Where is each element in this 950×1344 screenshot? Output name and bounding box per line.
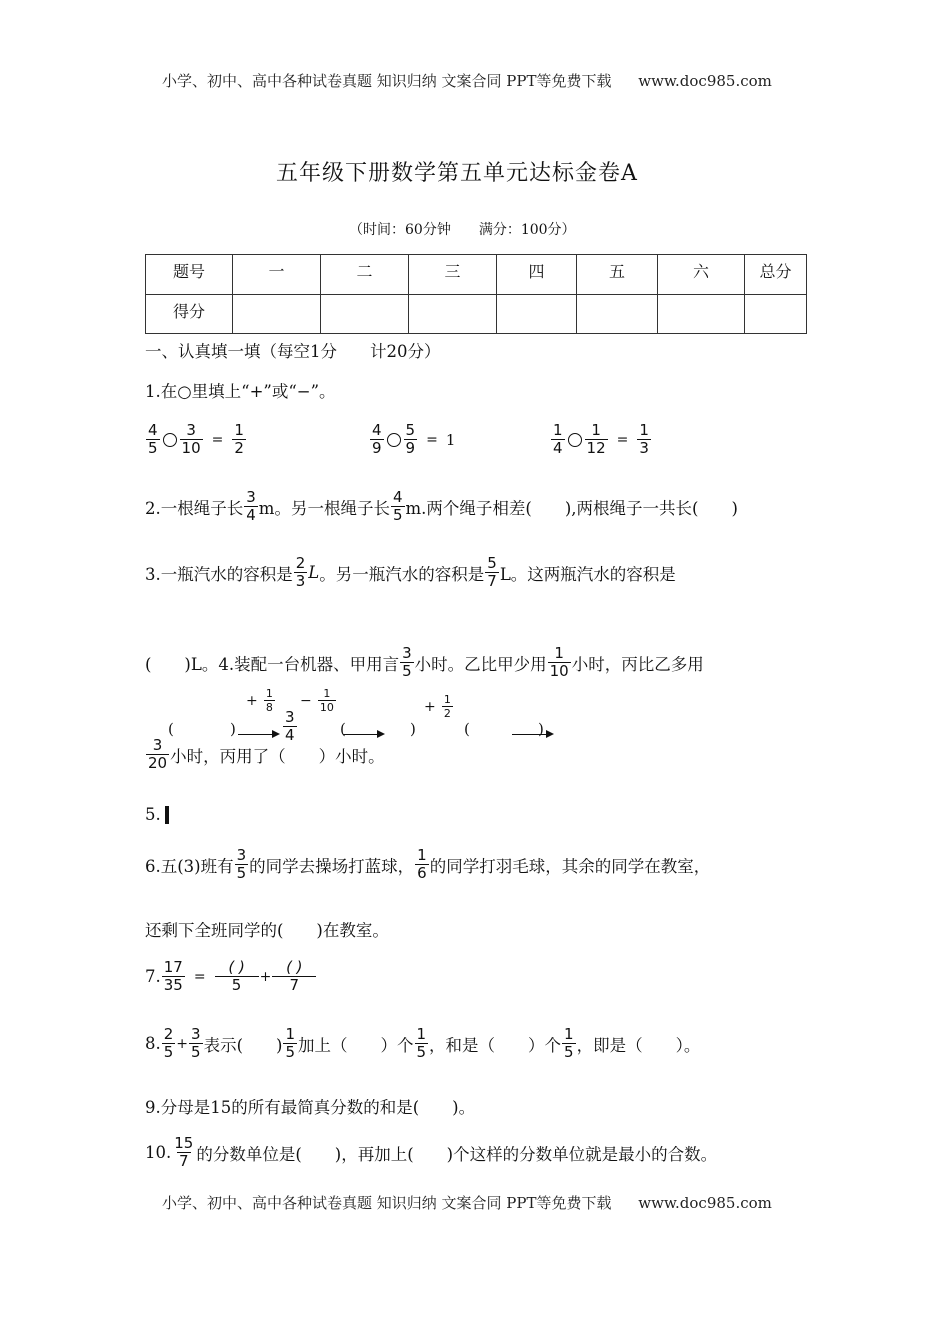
- q4b-text: 小时，丙用了（ ）小时。: [170, 746, 385, 766]
- score-table-header-row: [146, 255, 807, 295]
- question-3: [145, 556, 676, 590]
- q2-text-2: m。另一根绳子长: [258, 498, 390, 518]
- equals-sign: =: [426, 431, 438, 448]
- fraction: $\frac{3}{20}$: [148, 736, 168, 772]
- fraction: $\frac{1}{2}$: [234, 421, 244, 457]
- score-cell[interactable]: [321, 294, 409, 334]
- operator-sign: +: [246, 693, 258, 710]
- q8-text-2: 加上（ ）个: [298, 1035, 414, 1055]
- question-5: [145, 805, 169, 824]
- q8-text-1: 表示( ): [203, 1035, 283, 1055]
- fraction: $\frac{3}{5}$: [191, 1025, 201, 1061]
- question-2: [145, 490, 738, 524]
- q1-expression-2: [369, 423, 455, 457]
- fraction: $\frac{1}{6}$: [417, 846, 427, 882]
- answer-fraction[interactable]: $\frac{( )}{7}$: [272, 960, 316, 994]
- question-4-continued: [145, 738, 385, 772]
- q8-label: 8.: [145, 1034, 161, 1054]
- chain-operator-2: [300, 688, 337, 713]
- result-value: 1: [445, 430, 456, 449]
- plus-sign: +: [176, 1035, 189, 1052]
- answer-circle[interactable]: [568, 433, 582, 447]
- fraction: $\frac{4}{5}$: [392, 488, 403, 524]
- equals-sign: =: [616, 431, 629, 448]
- question-1: 1.在○里填上“+”或“−”。: [145, 382, 336, 401]
- chain-operator-3: [424, 694, 454, 719]
- text-cursor: [165, 806, 169, 824]
- score-cell[interactable]: [658, 294, 745, 334]
- question-6: [145, 848, 710, 882]
- fraction: $\frac{1}{10}$: [319, 687, 334, 714]
- q8-text-3: ，和是（ ）个: [429, 1035, 562, 1055]
- table-cell: 题号: [146, 255, 233, 295]
- q6-text-3: 的同学打羽毛球，其余的同学在教室，: [429, 856, 711, 876]
- q6-text-1: 6.五(3)班有: [145, 856, 234, 876]
- table-cell: 五: [577, 255, 658, 295]
- chain-blank-open: (: [340, 720, 346, 738]
- question-9: 9.分母是15的所有最简真分数的和是( )。: [145, 1098, 476, 1117]
- table-cell: 二: [321, 255, 409, 295]
- fraction: $\frac{2}{5}$: [163, 1025, 174, 1061]
- operator-sign: +: [424, 699, 436, 716]
- answer-circle[interactable]: [163, 433, 177, 447]
- fraction: $\frac{17}{35}$: [163, 958, 183, 994]
- fraction: $\frac{1}{12}$: [586, 421, 606, 457]
- table-cell: 四: [497, 255, 577, 295]
- score-cell[interactable]: [577, 294, 658, 334]
- chain-blank-open: (: [464, 720, 470, 738]
- fraction: $\frac{3}{5}$: [402, 644, 412, 680]
- fraction: $\frac{1}{5}$: [285, 1025, 295, 1061]
- fraction: $\frac{5}{9}$: [405, 421, 416, 457]
- fraction: $\frac{3}{4}$: [246, 488, 256, 524]
- q3-text-2: 。另一瓶汽水的容积是: [319, 564, 485, 584]
- chain-operator-1: [246, 688, 276, 713]
- footer-url[interactable]: www.doc985.com: [638, 1194, 772, 1212]
- question-7: [145, 960, 317, 994]
- fraction: $\frac{1}{5}$: [564, 1025, 574, 1061]
- fraction: $\frac{15}{7}$: [174, 1134, 194, 1170]
- q3-text-3: L。这两瓶汽水的容积是: [499, 564, 676, 584]
- chain-blank-close: ): [538, 720, 544, 738]
- q6-text-2: 的同学去操场打蓝球，: [249, 856, 415, 876]
- fraction: $\frac{5}{7}$: [487, 554, 497, 590]
- fraction: $\frac{2}{3}$: [295, 554, 306, 590]
- question-10: [145, 1136, 717, 1170]
- fraction: $\frac{3}{4}$: [285, 708, 295, 744]
- question-4: [145, 646, 704, 680]
- arrow-icon: [512, 729, 554, 739]
- table-cell: 六: [658, 255, 745, 295]
- footer-text: 小学、初中、高中各种试卷真题 知识归纳 文案合同 PPT等免费下载: [162, 1194, 612, 1212]
- page-title: 五年级下册数学第五单元达标金卷A: [276, 161, 638, 186]
- table-cell: 一: [233, 255, 321, 295]
- table-cell: 总分: [745, 255, 807, 295]
- score-cell[interactable]: [409, 294, 497, 334]
- fraction: $\frac{4}{9}$: [372, 421, 382, 457]
- answer-fraction[interactable]: $\frac{( )}{5}$: [215, 960, 259, 994]
- q4-text-1: ( )L。4.装配一台机器、甲用言: [145, 654, 400, 674]
- fraction: $\frac{3}{5}$: [236, 846, 247, 882]
- fraction: $\frac{1}{2}$: [443, 693, 451, 720]
- score-cell[interactable]: [745, 294, 807, 334]
- q4-text-2: 小时。乙比甲少用: [414, 654, 547, 674]
- q2-text-3: m.两个绳子相差( ),两根绳子一共长( ): [405, 498, 738, 518]
- table-cell: 得分: [146, 294, 233, 334]
- fraction: $\frac{1}{4}$: [553, 421, 563, 457]
- q10-label: 10.: [145, 1143, 172, 1163]
- fraction: $\frac{1}{5}$: [416, 1025, 427, 1061]
- score-table: [145, 254, 807, 334]
- header-text: 小学、初中、高中各种试卷真题 知识归纳 文案合同 PPT等免费下载: [162, 72, 612, 90]
- header-banner: [162, 70, 772, 91]
- fraction: $\frac{3}{10}$: [181, 421, 201, 457]
- table-cell: 三: [409, 255, 497, 295]
- q7-label: 7.: [145, 967, 161, 987]
- chain-blank-open: (: [168, 720, 174, 738]
- question-8: [145, 1027, 700, 1061]
- fraction: $\frac{1}{8}$: [265, 687, 273, 714]
- q3-text-1: 3.一瓶汽水的容积是: [145, 564, 293, 584]
- equals-sign: =: [211, 431, 224, 448]
- plus-sign: +: [259, 968, 272, 985]
- chain-blank-close: ): [410, 720, 416, 738]
- q5-label: 5.: [145, 805, 161, 824]
- q4-text-3: 小时，丙比乙多用: [571, 654, 704, 674]
- fraction: $\frac{1}{3}$: [639, 421, 649, 457]
- q8-text-4: ，即是（ ）。: [576, 1035, 701, 1055]
- score-cell[interactable]: [233, 294, 321, 334]
- score-table-score-row: [146, 294, 807, 334]
- chain-blank-close: ): [230, 720, 236, 738]
- question-6-continued: 还剩下全班同学的( )在教室。: [145, 921, 389, 940]
- fraction: $\frac{4}{5}$: [148, 421, 158, 457]
- operator-sign: −: [300, 693, 312, 710]
- q1-expression-3: [550, 423, 652, 457]
- unit-label: L: [308, 563, 320, 583]
- exam-info: （时间：60分钟 满分：100分）: [349, 222, 576, 238]
- q10-text: 的分数单位是( )，再加上( )个这样的分数单位就是最小的合数。: [196, 1144, 718, 1164]
- header-url[interactable]: www.doc985.com: [638, 72, 772, 90]
- footer-banner: [162, 1192, 772, 1213]
- q2-text-1: 2.一根绳子长: [145, 498, 244, 518]
- q1-expression-1: [145, 423, 247, 457]
- equals-sign: =: [193, 968, 206, 985]
- section-heading: 一、认真填一填（每空1分 计20分）: [145, 342, 441, 361]
- fraction: $\frac{1}{10}$: [549, 644, 569, 680]
- answer-circle[interactable]: [387, 433, 401, 447]
- score-cell[interactable]: [497, 294, 577, 334]
